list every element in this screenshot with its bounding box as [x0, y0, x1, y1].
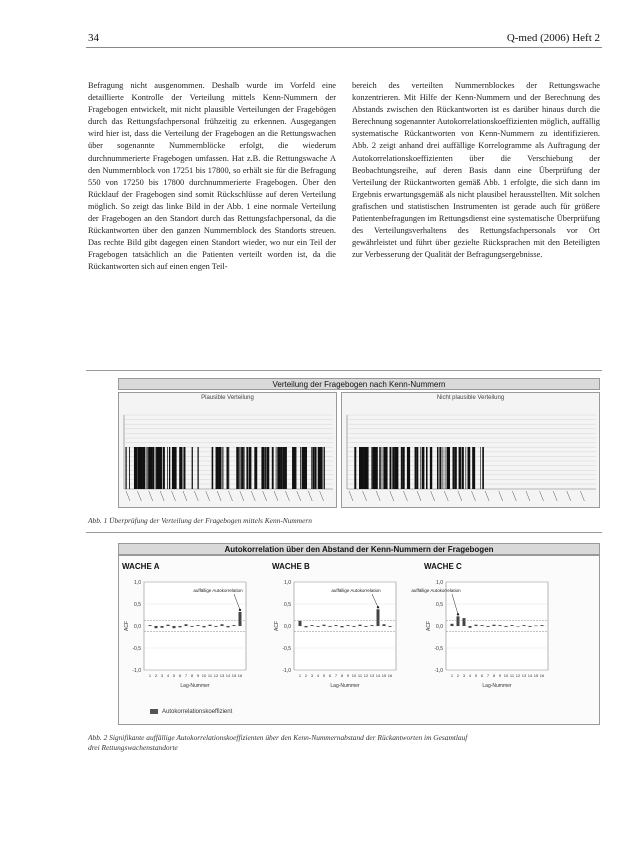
- fig1-distribution-mark: [180, 447, 182, 489]
- fig1-tick-mark: [183, 491, 187, 501]
- fig1-distribution-mark: [365, 447, 366, 489]
- acf-xtick-label: 11: [207, 673, 213, 678]
- fig1-distribution-mark: [143, 447, 144, 489]
- acf-xtick-label: 8: [190, 673, 194, 678]
- acf-bar: [317, 626, 320, 627]
- acf-bar: [365, 626, 368, 627]
- fig1-distribution-mark: [172, 447, 174, 489]
- fig1-distribution-mark: [148, 447, 149, 489]
- acf-xtick-label: 9: [196, 673, 200, 678]
- figure1-left-panel: [118, 392, 337, 508]
- fig1-distribution-mark: [390, 447, 391, 489]
- fig1-distribution-mark: [311, 447, 312, 489]
- wache-b-label: WACHE B: [272, 562, 310, 571]
- fig1-tick-mark: [217, 491, 221, 501]
- fig1-tick-mark: [444, 491, 448, 501]
- acf-xtick-label: 16: [539, 673, 545, 678]
- fig1-tick-mark: [297, 491, 301, 501]
- figure1-left-panel-label: Plausible Verteilung: [201, 395, 254, 401]
- acf-xtick-label: 8: [492, 673, 496, 678]
- fig1-distribution-mark: [313, 447, 315, 489]
- fig1-distribution-mark: [474, 447, 475, 489]
- fig1-tick-mark: [485, 491, 489, 501]
- fig1-tick-mark: [274, 491, 278, 501]
- fig1-distribution-mark: [305, 447, 307, 489]
- fig1-tick-mark: [499, 491, 503, 501]
- acf-bar: [541, 625, 544, 626]
- fig1-distribution-mark: [272, 447, 274, 489]
- acf-ylabel: ACF: [426, 621, 432, 631]
- fig1-distribution-mark: [300, 447, 301, 489]
- acf-xtick-label: 13: [219, 673, 225, 678]
- acf-ytick-label: 0,0: [134, 624, 141, 630]
- acf-bar: [167, 625, 170, 626]
- acf-xtick-label: 16: [387, 673, 393, 678]
- acf-ytick-label: -1,0: [132, 668, 141, 674]
- fig1-distribution-mark: [262, 447, 264, 489]
- acf-ytick-label: 0,0: [436, 624, 443, 630]
- acf-xtick-label: 2: [154, 673, 158, 678]
- acf-bar: [179, 626, 182, 627]
- acf-bar: [209, 625, 212, 626]
- acf-xtick-label: 15: [231, 673, 237, 678]
- fig1-tick-mark: [308, 491, 312, 501]
- acf-bar: [329, 626, 332, 627]
- body-text-left-column: Befragung nicht ausgenommen. Deshalb wurde im Vorfeld eine detaillierte Kontrolle der Verteilung mittels Kenn-Nummern der Fragebogen entwickelt, mit nicht plausible Verteilungen der Fragebögen durch das Rettungsfachpersonal frühzeitig zu erkennen. Ausgegangen wird hier ist, dass die Verteilung der Fragebogen an die Rettungswachen über sogenannte Nummernblöcke erfolgt, die wiederum durchnummerierte Fragebogen umfassen. Hat z.B. die Rettungswache A den Nummernblock von 17251 bis 17800, so erhält sie für die Befragung 550 von 17250 bis 17800 durchnummerierte Fragebogen. Über den Rücklauf der Fragebogen sind somit Rückschlüsse auf deren Verteilung möglich. So zeigt das linke Bild in der Abb. 1 eine normale Verteilung der Fragebogen an den Standort durch das Rettungsfachpersonal, da die Rückantworten über den ganzen Nummernblock des Standorts streuen. Das rechte Bild gibt dagegen einen Standort wieder, wo nur ein Teil der Fragebogen tatsächlich an die Patienten verteilt worden ist, da die Rückantworten sich auf einen engen Teil-: [88, 81, 336, 272]
- fig1-distribution-mark: [362, 447, 363, 489]
- acf-ytick-label: 0,5: [436, 602, 443, 608]
- fig1-distribution-mark: [452, 447, 454, 489]
- acf-bar: [481, 625, 484, 626]
- acf-ytick-label: -0,5: [132, 646, 141, 652]
- acf-bar: [353, 626, 356, 627]
- body-text-right-column: bereich des verteilten Nummernblockes der Rettungswache konzentrieren. Mit Hilfe der Kenn-Nummern und der Berechnung des Abstands zwischen den Rückantworten ist es darüber hinaus durch die Berechnung sogenannter Autokorrelationskoeffizienten möglich, auffällig systematische Rückantworten von Kenn-Nummern zu identifizieren. Abb. 2 zeigt anhand drei auffällige Korrelogramme als Auftragung der Autokorrelationskoeffizienten über die Verschiebung der Beobachtungsreihe, auf deren Basis dann eine Überprüfung der Verteilung der Rückantworten gemäß Abb. 1 erfolgte, die sich dann im Ergebnis erwartungsgemäß als nicht plausibel herausstellten. Mit solchen grafischen und statistischen Instrumenten ist gerade auch für größere Patientenbefragungen im Rettungsdienst eine systematische Überprüfung des Verteilungsverhaltens des Rettungsfachpersonals vor Ort gewährleistet und führt über gezielte Rücksprachen mit den Beteiligten zur Verbesserung der Qualität der Befragungsergebnisse.: [352, 81, 600, 260]
- fig1-distribution-mark: [379, 447, 380, 489]
- fig1-distribution-mark: [267, 447, 269, 489]
- acf-ytick-label: 0,5: [134, 602, 141, 608]
- acf-ytick-label: -0,5: [282, 646, 291, 652]
- acf-bar: [475, 625, 478, 626]
- legend-label: Autokorrelationskoeffizient: [162, 709, 233, 716]
- acf-xtick-label: 12: [515, 673, 521, 678]
- fig1-distribution-mark: [212, 447, 214, 489]
- acf-annotation-marker: [457, 613, 459, 615]
- acf-xtick-label: 6: [480, 673, 484, 678]
- acf-bar: [323, 625, 326, 626]
- acf-annotation-marker: [239, 609, 241, 611]
- acf-ytick-label: -1,0: [434, 668, 443, 674]
- acf-ytick-label: 1,0: [436, 580, 443, 586]
- acf-xtick-label: 4: [316, 673, 320, 678]
- acf-bar: [493, 625, 496, 626]
- acf-xtick-label: 12: [213, 673, 219, 678]
- fig1-distribution-mark: [226, 447, 228, 489]
- acf-xtick-label: 1: [148, 673, 152, 678]
- fig1-distribution-mark: [139, 447, 140, 489]
- fig1-distribution-mark: [423, 447, 424, 489]
- fig1-distribution-mark: [146, 447, 147, 489]
- acf-ytick-label: 1,0: [134, 580, 141, 586]
- fig1-distribution-mark: [455, 447, 457, 489]
- fig1-tick-mark: [567, 491, 571, 501]
- acf-xtick-label: 4: [166, 673, 170, 678]
- fig1-distribution-mark: [459, 447, 461, 489]
- fig1-distribution-mark: [462, 447, 464, 489]
- acf-xtick-label: 6: [328, 673, 332, 678]
- acf-bar: [377, 609, 380, 626]
- fig1-tick-mark: [349, 491, 353, 501]
- acf-bar: [463, 618, 466, 626]
- wache-c-label: WACHE C: [424, 562, 462, 571]
- fig1-distribution-mark: [315, 447, 317, 489]
- fig1-distribution-mark: [136, 447, 138, 489]
- fig1-distribution-mark: [278, 447, 280, 489]
- fig1-distribution-mark: [387, 447, 388, 489]
- acf-annotation: auffällige Autokorrelation: [193, 588, 243, 593]
- figure2-caption-line2: drei Rettungswachenstandorte: [88, 743, 178, 752]
- acf-xtick-label: 3: [462, 673, 466, 678]
- fig1-distribution-mark: [324, 447, 325, 489]
- acf-bar: [487, 626, 490, 627]
- acf-bar: [517, 626, 520, 627]
- fig1-distribution-mark: [254, 447, 256, 489]
- fig1-distribution-mark: [420, 447, 421, 489]
- acf-xtick-label: 16: [237, 673, 243, 678]
- acf-bar: [347, 625, 350, 626]
- acf-xtick-label: 14: [375, 673, 381, 678]
- acf-bar: [457, 616, 460, 626]
- acf-bar: [383, 624, 386, 626]
- acf-xlabel: Lag-Nummer: [482, 683, 512, 689]
- acf-ylabel: ACF: [124, 621, 130, 631]
- fig1-distribution-mark: [468, 447, 470, 489]
- fig1-distribution-mark: [426, 447, 428, 489]
- fig1-tick-mark: [526, 491, 530, 501]
- fig1-distribution-mark: [125, 447, 126, 489]
- journal-reference: Q-med (2006) Heft 2: [506, 32, 600, 44]
- figure1-right-plot: [343, 403, 600, 507]
- fig1-distribution-mark: [156, 447, 157, 489]
- fig1-tick-mark: [458, 491, 462, 501]
- acf-bar: [451, 624, 454, 626]
- acf-xtick-label: 5: [172, 673, 176, 678]
- acf-bar: [505, 626, 508, 627]
- acf-bar: [191, 626, 194, 627]
- acf-xtick-label: 3: [310, 673, 314, 678]
- fig1-distribution-mark: [359, 447, 361, 489]
- fig1-tick-mark: [363, 491, 367, 501]
- fig1-tick-mark: [580, 491, 584, 501]
- fig1-tick-mark: [229, 491, 233, 501]
- acf-xtick-label: 13: [369, 673, 375, 678]
- figure2-legend: [150, 709, 232, 715]
- fig1-distribution-mark: [265, 447, 266, 489]
- acf-chart-wache-a: [122, 574, 252, 694]
- acf-ytick-label: 0,5: [284, 602, 291, 608]
- acf-bar: [529, 626, 532, 627]
- fig1-distribution-mark: [430, 447, 432, 489]
- acf-xtick-label: 5: [474, 673, 478, 678]
- fig1-distribution-mark: [480, 447, 481, 489]
- fig1-distribution-mark: [283, 447, 284, 489]
- fig1-distribution-mark: [383, 447, 385, 489]
- fig1-distribution-mark: [403, 447, 404, 489]
- acf-xtick-label: 9: [498, 673, 502, 678]
- fig1-distribution-mark: [141, 447, 142, 489]
- fig1-distribution-mark: [192, 447, 193, 489]
- figure1-top-rule: [86, 370, 602, 371]
- fig1-distribution-mark: [366, 447, 368, 489]
- acf-xlabel: Lag-Nummer: [330, 683, 360, 689]
- acf-bar: [389, 626, 392, 627]
- acf-bar: [311, 625, 314, 626]
- fig1-tick-mark: [417, 491, 421, 501]
- wache-a-label: WACHE A: [122, 562, 160, 571]
- fig1-tick-mark: [553, 491, 557, 501]
- fig1-distribution-mark: [242, 447, 243, 489]
- fig1-distribution-mark: [372, 447, 373, 489]
- fig1-distribution-mark: [243, 447, 244, 489]
- fig1-distribution-mark: [394, 447, 395, 489]
- fig1-distribution-mark: [176, 447, 177, 489]
- acf-ytick-label: -1,0: [282, 668, 291, 674]
- fig1-distribution-mark: [228, 447, 229, 489]
- acf-bar: [305, 626, 308, 627]
- acf-ylabel: ACF: [274, 621, 280, 631]
- acf-chart-wache-c: [411, 574, 554, 694]
- fig1-distribution-mark: [294, 447, 295, 489]
- acf-bar: [359, 625, 362, 626]
- acf-bar: [499, 625, 502, 626]
- acf-xtick-label: 11: [357, 673, 363, 678]
- fig1-distribution-mark: [249, 447, 251, 489]
- acf-xtick-label: 2: [456, 673, 460, 678]
- acf-bar: [341, 626, 344, 627]
- fig1-distribution-mark: [417, 447, 419, 489]
- fig1-tick-mark: [403, 491, 407, 501]
- fig1-distribution-mark: [437, 447, 438, 489]
- fig1-tick-mark: [149, 491, 153, 501]
- acf-bar: [185, 624, 188, 626]
- acf-xtick-label: 7: [184, 673, 188, 678]
- figure1-title: Verteilung der Fragebogen nach Kenn-Nummern: [118, 378, 600, 390]
- acf-xlabel: Lag-Nummer: [180, 683, 210, 689]
- acf-chart-wache-b: [272, 574, 402, 694]
- figure1-right-panel-label: Nicht plausible Verteilung: [436, 395, 505, 401]
- fig1-tick-mark: [160, 491, 164, 501]
- fig1-distribution-mark: [198, 447, 199, 489]
- fig1-distribution-mark: [183, 447, 185, 489]
- figure1-right-panel: [341, 392, 600, 508]
- fig1-tick-mark: [126, 491, 130, 501]
- acf-bar: [227, 626, 230, 627]
- fig1-distribution-mark: [236, 447, 238, 489]
- acf-ytick-label: 0,0: [284, 624, 291, 630]
- fig1-distribution-mark: [396, 447, 398, 489]
- acf-xtick-label: 15: [533, 673, 539, 678]
- fig1-distribution-mark: [157, 447, 158, 489]
- acf-xtick-label: 10: [351, 673, 357, 678]
- fig1-distribution-mark: [167, 447, 168, 489]
- fig1-distribution-mark: [222, 447, 223, 489]
- acf-annotation: auffällige Autokorrelation: [331, 588, 381, 593]
- fig1-distribution-mark: [141, 447, 143, 489]
- fig1-distribution-mark: [447, 447, 449, 489]
- acf-bar: [469, 626, 472, 628]
- fig1-distribution-mark: [415, 447, 417, 489]
- acf-xtick-label: 5: [322, 673, 326, 678]
- fig1-distribution-mark: [129, 447, 130, 489]
- fig1-distribution-mark: [247, 447, 248, 489]
- acf-bar: [335, 625, 338, 626]
- acf-bar: [523, 625, 526, 626]
- fig1-distribution-mark: [319, 447, 321, 489]
- acf-xtick-label: 15: [381, 673, 387, 678]
- fig1-distribution-mark: [216, 447, 218, 489]
- acf-xtick-label: 10: [503, 673, 509, 678]
- fig1-tick-mark: [512, 491, 516, 501]
- fig1-tick-mark: [320, 491, 324, 501]
- header-rule: [86, 47, 602, 48]
- acf-xtick-label: 7: [334, 673, 338, 678]
- fig1-tick-mark: [431, 491, 435, 501]
- fig1-distribution-mark: [285, 447, 287, 489]
- acf-xtick-label: 1: [298, 673, 302, 678]
- acf-bar: [149, 625, 152, 626]
- acf-xtick-label: 14: [527, 673, 533, 678]
- fig1-distribution-mark: [174, 447, 176, 489]
- acf-annotation-marker: [377, 606, 379, 608]
- fig1-distribution-mark: [152, 447, 154, 489]
- fig1-tick-mark: [240, 491, 244, 501]
- acf-ytick-label: -0,5: [434, 646, 443, 652]
- fig1-tick-mark: [194, 491, 198, 501]
- fig1-distribution-mark: [281, 447, 282, 489]
- fig1-distribution-mark: [382, 447, 383, 489]
- fig1-distribution-mark: [408, 447, 410, 489]
- fig1-distribution-mark: [465, 447, 466, 489]
- fig1-tick-mark: [540, 491, 544, 501]
- fig1-tick-mark: [285, 491, 289, 501]
- acf-bar: [173, 626, 176, 628]
- fig1-distribution-mark: [163, 447, 165, 489]
- acf-bar: [215, 626, 218, 627]
- fig1-distribution-mark: [443, 447, 444, 489]
- figure2-caption-line1: Abb. 2 Signifikante auffällige Autokorrelationskoeffizienten über den Kenn-Nummernabstand der Rückantworten im Gesamtlauf: [88, 733, 468, 742]
- acf-bar: [155, 626, 158, 628]
- fig1-distribution-mark: [376, 447, 378, 489]
- acf-bar: [221, 624, 224, 626]
- fig1-distribution-mark: [240, 447, 241, 489]
- fig1-tick-mark: [263, 491, 267, 501]
- legend-swatch: [150, 709, 158, 714]
- fig1-tick-mark: [472, 491, 476, 501]
- acf-xtick-label: 12: [363, 673, 369, 678]
- acf-bar: [299, 621, 302, 626]
- page-number: 34: [88, 32, 99, 44]
- acf-bar: [371, 625, 374, 626]
- acf-xtick-label: 13: [521, 673, 527, 678]
- acf-xtick-label: 2: [304, 673, 308, 678]
- fig1-tick-mark: [376, 491, 380, 501]
- fig1-tick-mark: [206, 491, 210, 501]
- fig1-distribution-mark: [169, 447, 170, 489]
- acf-xtick-label: 8: [340, 673, 344, 678]
- acf-xtick-label: 4: [468, 673, 472, 678]
- acf-bar: [233, 625, 236, 626]
- acf-xtick-label: 11: [509, 673, 515, 678]
- figure2-title: Autokorrelation über den Abstand der Kenn-Nummern der Fragebogen: [118, 543, 600, 555]
- acf-bar: [197, 625, 200, 626]
- acf-annotation: auffällige Autokorrelation: [411, 588, 461, 593]
- acf-ytick-label: 1,0: [284, 580, 291, 586]
- figure1-caption: Abb. 1 Überprüfung der Verteilung der Fragebogen mittels Kenn-Nummern: [88, 516, 312, 525]
- fig1-distribution-mark: [440, 447, 441, 489]
- fig1-distribution-mark: [144, 447, 145, 489]
- fig1-distribution-mark: [401, 447, 402, 489]
- fig1-tick-mark: [251, 491, 255, 501]
- acf-bar: [511, 625, 514, 626]
- fig1-distribution-mark: [302, 447, 304, 489]
- fig1-distribution-mark: [354, 447, 356, 489]
- acf-bar: [203, 626, 206, 627]
- figure2-top-rule: [86, 532, 602, 533]
- acf-xtick-label: 6: [178, 673, 182, 678]
- acf-bar: [535, 626, 538, 627]
- fig1-distribution-mark: [276, 447, 277, 489]
- fig1-distribution-mark: [445, 447, 446, 489]
- fig1-tick-mark: [137, 491, 141, 501]
- acf-xtick-label: 10: [201, 673, 207, 678]
- fig1-distribution-mark: [482, 447, 484, 489]
- fig1-distribution-mark: [473, 447, 474, 489]
- fig1-distribution-mark: [238, 447, 239, 489]
- fig1-tick-mark: [172, 491, 176, 501]
- fig1-tick-mark: [390, 491, 394, 501]
- acf-xtick-label: 1: [450, 673, 454, 678]
- acf-bar: [161, 626, 164, 628]
- fig1-distribution-mark: [219, 447, 221, 489]
- acf-xtick-label: 7: [486, 673, 490, 678]
- figure1-left-plot: [120, 403, 337, 507]
- acf-xtick-label: 3: [160, 673, 164, 678]
- fig1-distribution-mark: [395, 447, 396, 489]
- acf-xtick-label: 14: [225, 673, 231, 678]
- fig1-distribution-mark: [296, 447, 297, 489]
- acf-xtick-label: 9: [346, 673, 350, 678]
- acf-bar: [239, 612, 242, 626]
